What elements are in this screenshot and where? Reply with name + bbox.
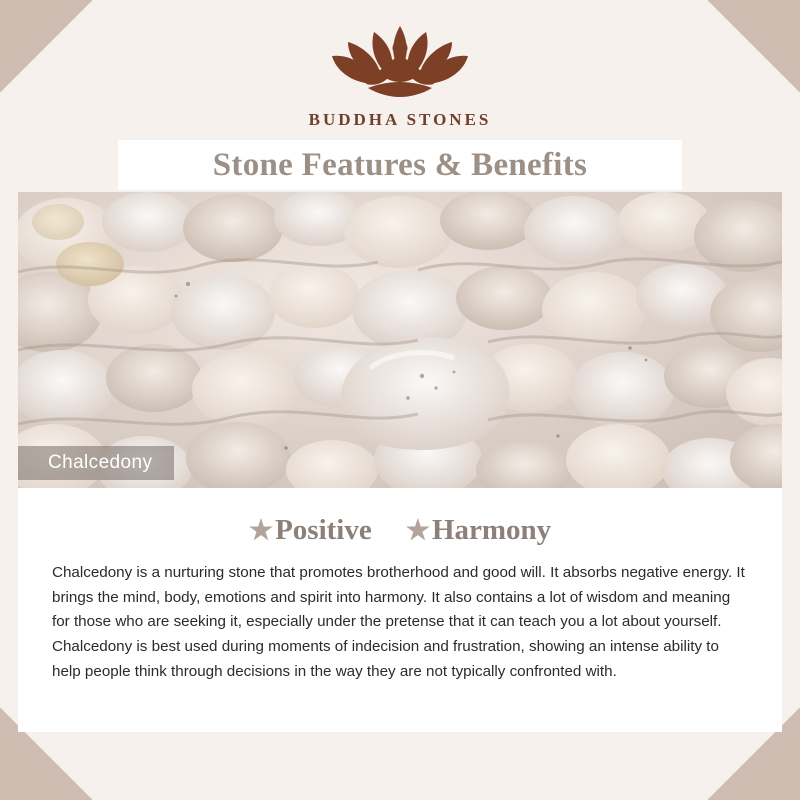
photo-caption: Chalcedony bbox=[18, 446, 174, 480]
benefit-tag bbox=[249, 514, 372, 547]
star-icon: ★ bbox=[405, 515, 430, 545]
brand-name: BUDDHA STONES bbox=[308, 110, 492, 129]
content-card bbox=[18, 488, 782, 732]
chalcedony-stones-photo bbox=[18, 192, 782, 488]
stone-photo bbox=[18, 192, 782, 488]
benefit-tag bbox=[406, 514, 551, 547]
benefit-tag-label: Harmony bbox=[431, 514, 552, 546]
headline-band bbox=[118, 140, 682, 190]
benefit-tags bbox=[18, 488, 782, 547]
lotus-meditation-icon bbox=[310, 18, 490, 108]
page-title: Stone Features & Benefits bbox=[212, 146, 588, 183]
description-text: Chalcedony is a nurturing stone that promotes brotherhood and good will. It absorbs negative energy. It brings the mind, body, emotions and spirit into harmony. It also contains a lot of wisdom and meaning for those who are seeking it, especially under the pretense that it can teach you a lot about yourself. Chalcedony is best used during moments of indecision and frustration, showing an intense ability to help people think through decisions in the way they are not typically confronted with. bbox=[52, 564, 745, 680]
brand-logo bbox=[0, 18, 800, 130]
star-icon: ★ bbox=[248, 515, 274, 545]
benefit-tag-label: Positive bbox=[275, 514, 372, 546]
